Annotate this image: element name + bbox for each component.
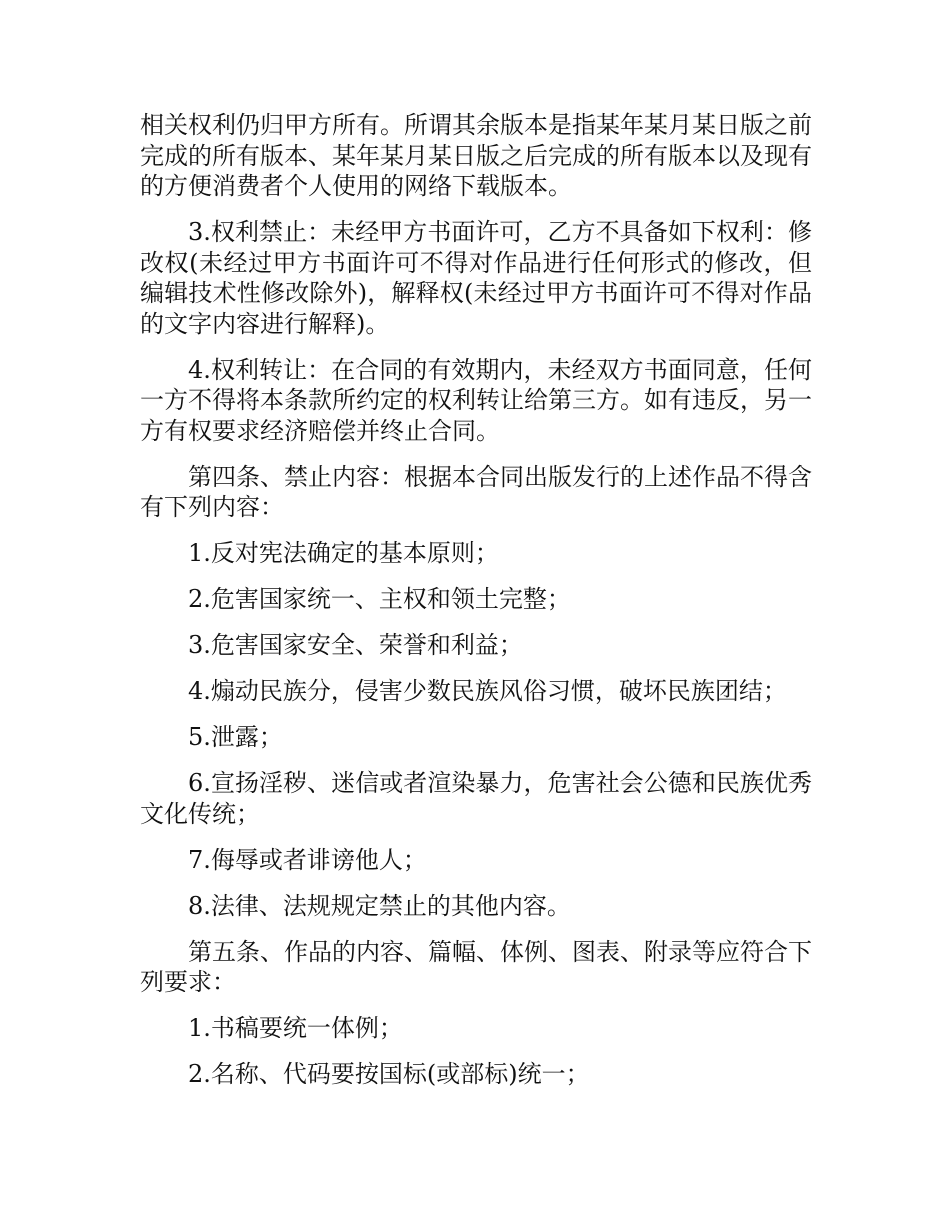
- list-item: 7.侮辱或者诽谤他人；: [188, 845, 427, 874]
- paragraph-rights-transfer: 4.权利转让：在合同的有效期内，未经双方书面同意，任何一方不得将本条款所约定的权利转让给第三方。如有违反，另一方有权要求经济赔偿并终止合同。: [140, 355, 812, 445]
- list-item: 3.危害国家安全、荣誉和利益；: [188, 631, 523, 659]
- paragraph-article-4: 第四条、禁止内容：根据本合同出版发行的上述作品不得含有下列内容：: [140, 462, 812, 521]
- list-item: 4.煽动民族分，侵害少数民族风俗习惯，破坏民族团结；: [188, 677, 787, 705]
- list-item: 8.法律、法规规定禁止的其他内容。: [188, 891, 571, 920]
- list-item: 2.名称、代码要按国标(或部标)统一；: [188, 1060, 590, 1088]
- list-item: 1.书稿要统一体例；: [188, 1014, 403, 1042]
- list-item: 5.泄露；: [188, 723, 283, 751]
- document-page: [140, 110, 812, 1105]
- paragraph-rights-ownership: 相关权利仍归甲方所有。所谓其余版本是指某年某月某日版之前完成的所有版本、某年某月某日版之后完成的所有版本以及现有的方便消费者个人使用的网络下载版本。: [140, 111, 812, 200]
- list-item: 1.反对宪法确定的基本原则；: [188, 539, 499, 567]
- list-item: 2.危害国家统一、主权和领土完整；: [188, 585, 571, 613]
- paragraph-article-5: 第五条、作品的内容、篇幅、体例、图表、附录等应符合下列要求：: [140, 937, 812, 996]
- list-item: 6.宣扬淫秽、迷信或者渲染暴力，危害社会公德和民族优秀文化传统；: [140, 769, 812, 828]
- paragraph-rights-prohibition: 3.权利禁止：未经甲方书面许可，乙方不具备如下权利：修改权(未经过甲方书面许可不得对作品进行任何形式的修改，但编辑技术性修改除外)，解释权(未经过甲方书面许可不得对作品的文字内容进行解释)。: [140, 218, 812, 338]
